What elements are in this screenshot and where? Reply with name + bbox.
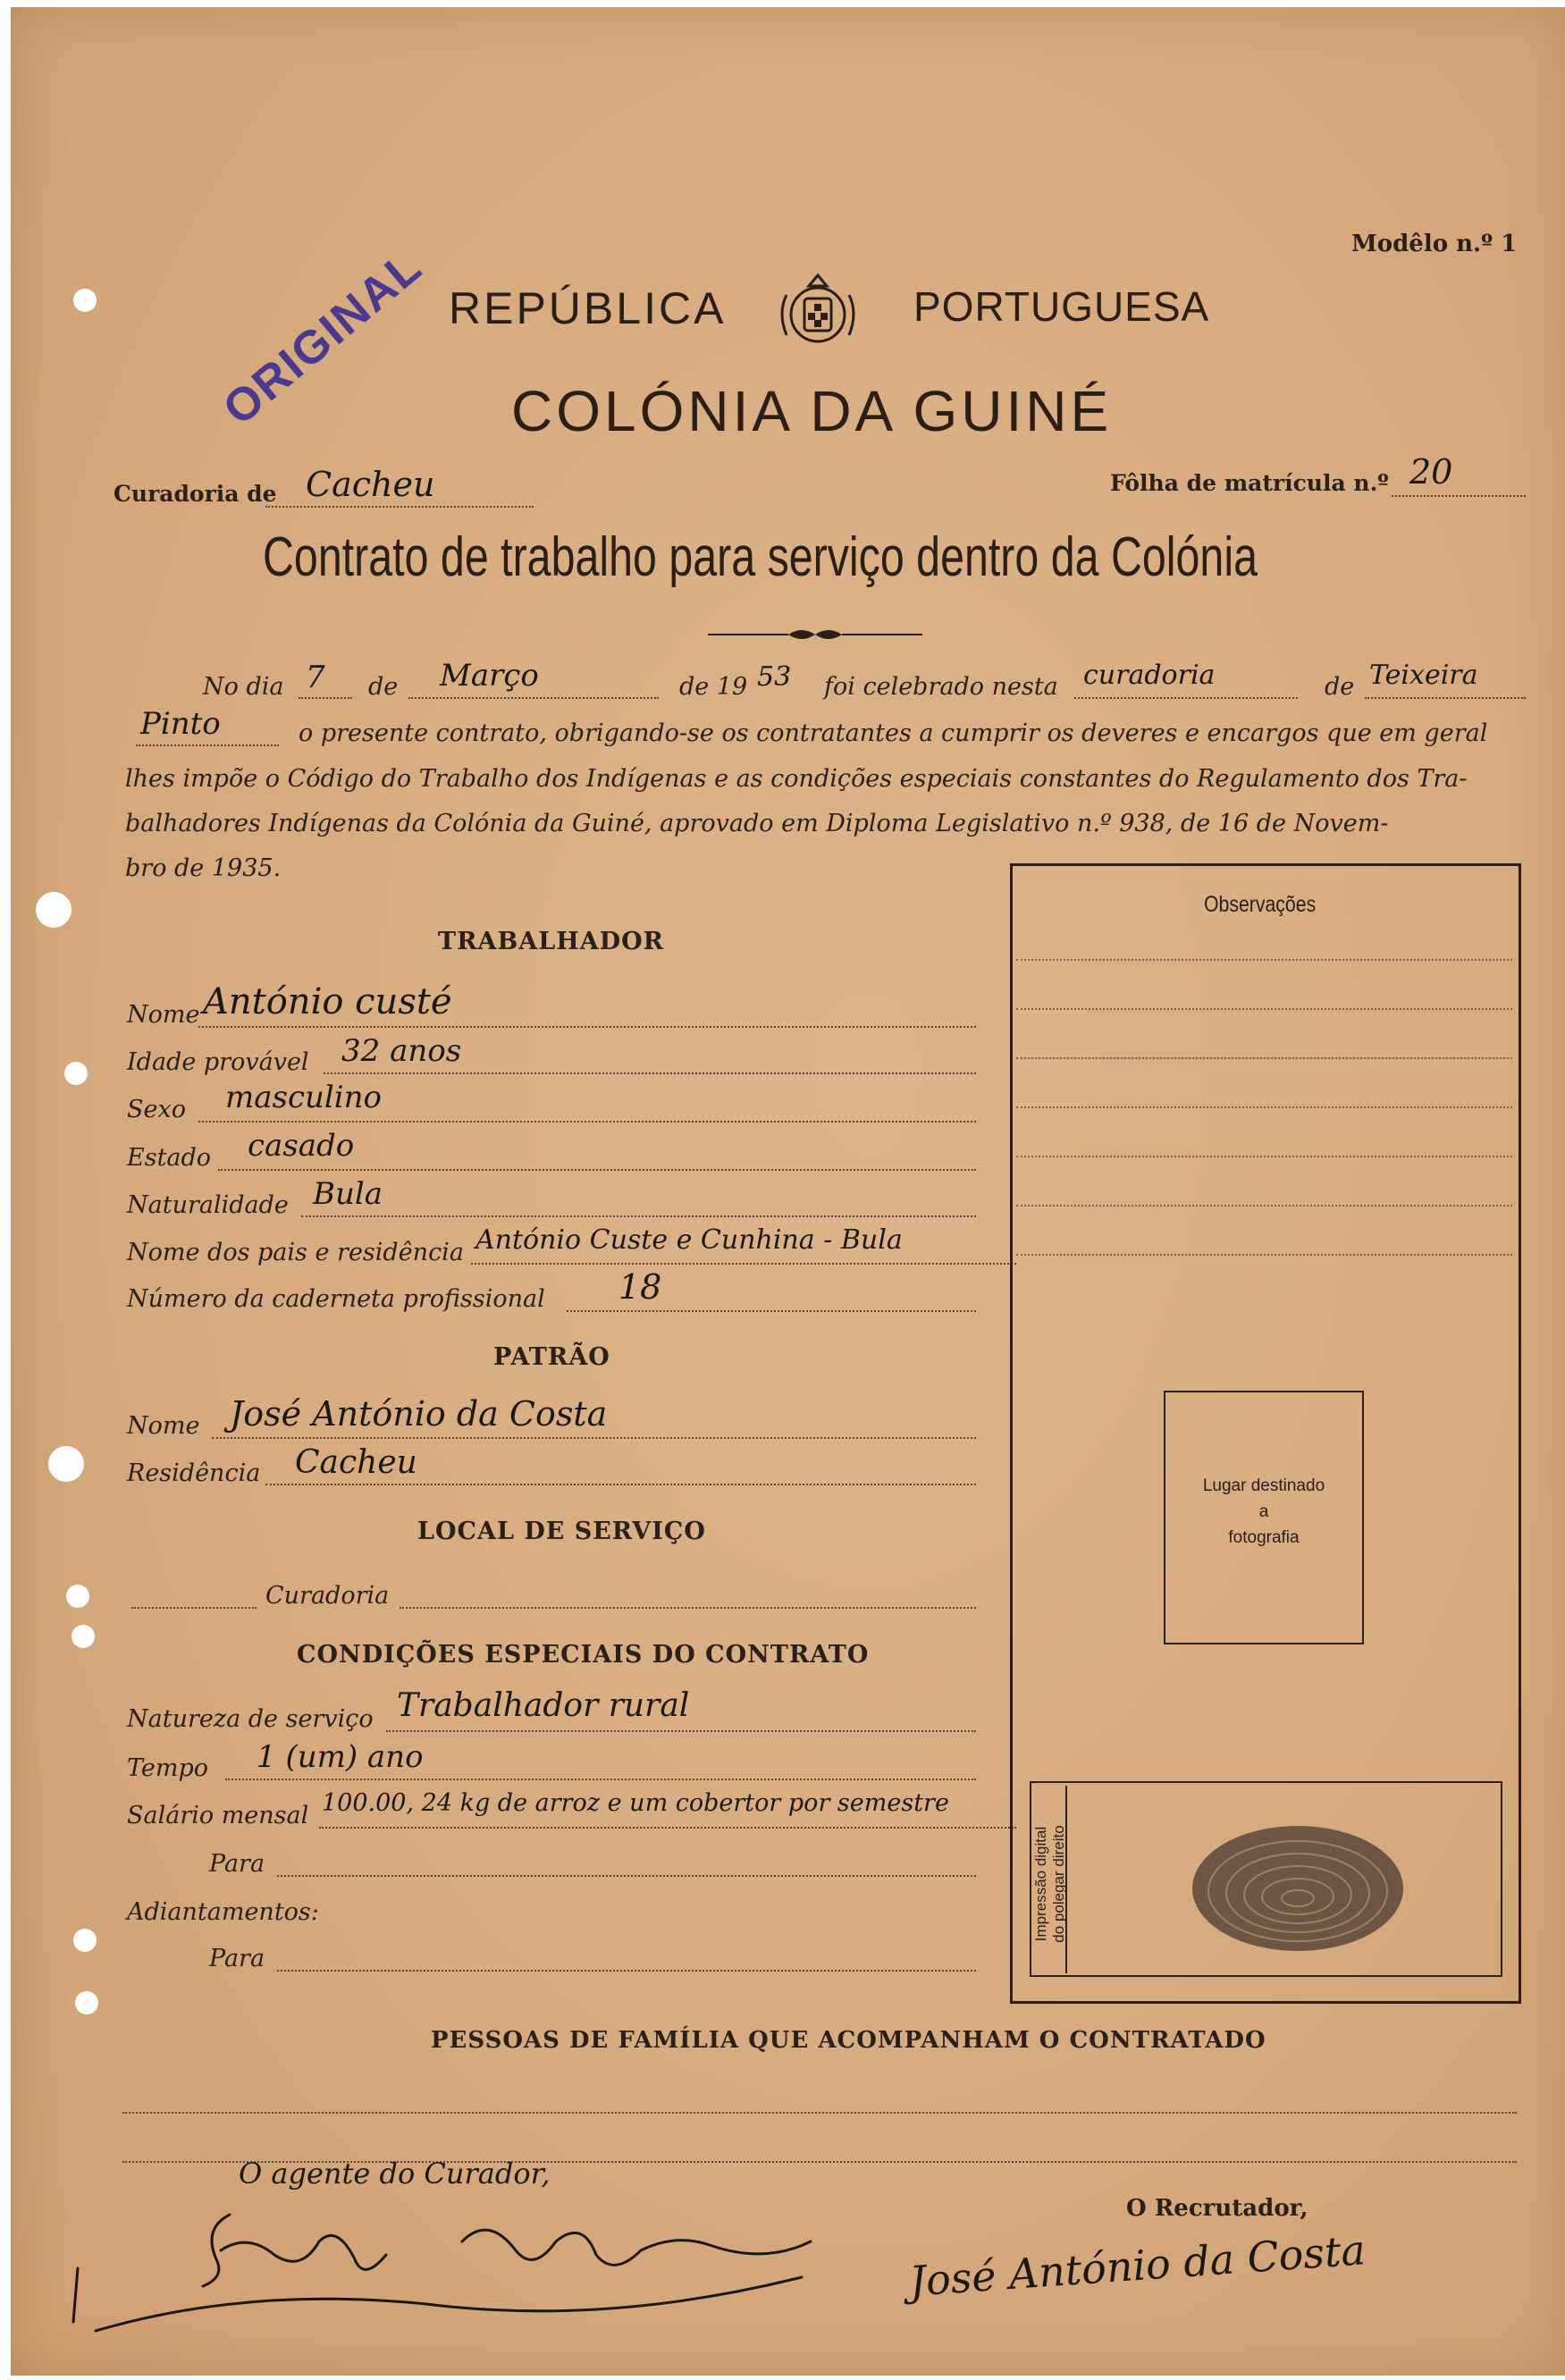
intro-line4: balhadores Indígenas da Colónia da Guiné, aprovado em Diploma Legislativo n.º 938, de 16 de Novem- [125, 810, 1389, 837]
dotted-line [400, 1607, 976, 1609]
fingerprint-caption-line: do polegar direito [1050, 1825, 1067, 1943]
photo-caption-line: a [1258, 1502, 1269, 1521]
punch-hole [75, 1991, 98, 2014]
trabalhador-naturalidade: Bula [313, 1176, 383, 1212]
folha-value: 20 [1409, 452, 1453, 492]
header-portuguesa: PORTUGUESA [913, 283, 1210, 330]
curadoria-value: Cacheu [306, 465, 435, 504]
trabalhador-nome: António custé [203, 981, 452, 1022]
dotted-line [218, 1169, 976, 1171]
punch-hole [36, 892, 72, 928]
model-label: Modêlo n.º 1 [1351, 231, 1518, 257]
observacoes-line [1016, 959, 1512, 961]
observacoes-line [1016, 1254, 1512, 1256]
intro-line2: o presente contrato, obrigando-se os contratantes a cumprir os deveres e encargos que em geral [299, 719, 1488, 747]
dotted-line [319, 1827, 1016, 1829]
dotted-line [225, 1779, 976, 1780]
patrao-nome-label: Nome [127, 1412, 200, 1440]
dotted-line [136, 744, 279, 746]
observacoes-line [1016, 1106, 1512, 1108]
punch-hole [72, 1625, 95, 1648]
nome-label: Nome [127, 1001, 200, 1029]
intro-day: 7 [306, 660, 325, 695]
naturalidade-label: Naturalidade [127, 1191, 289, 1219]
agente-note: O agente do Curador, [239, 2157, 551, 2191]
intro-de2: de [1325, 673, 1355, 701]
patrao-residencia: Cacheu [295, 1444, 417, 1481]
fingerprint-caption [1032, 1772, 1068, 1996]
observacoes-line [1016, 1156, 1512, 1157]
estado-label: Estado [127, 1144, 212, 1172]
adiantamentos-label: Adiantamentos: [127, 1898, 319, 1926]
observacoes-line [1016, 1057, 1512, 1059]
tempo-value: 1 (um) ano [257, 1739, 424, 1775]
intro-place2a: Teixeira [1369, 660, 1478, 691]
dotted-line [212, 1437, 976, 1439]
photo-caption [1164, 1473, 1364, 1551]
dotted-line [386, 1730, 976, 1732]
dotted-line [265, 1484, 976, 1485]
natureza-label: Natureza de serviço [127, 1705, 374, 1733]
caderneta-label: Número da caderneta profissional [127, 1285, 545, 1313]
punch-hole [66, 1585, 89, 1608]
patrao-nome: José António da Costa [230, 1394, 608, 1434]
dotted-line [324, 1072, 976, 1074]
intro-line5: bro de 1935. [125, 854, 282, 882]
dotted-line [471, 1263, 1016, 1265]
intro-de1: de [368, 673, 399, 701]
local-heading: LOCAL DE SERVIÇO [417, 1518, 706, 1545]
patrao-heading: PATRÃO [493, 1343, 610, 1371]
curator-signature [69, 2179, 829, 2340]
trabalhador-pais: António Custe e Cunhina - Bula [475, 1224, 903, 1256]
tempo-label: Tempo [127, 1754, 209, 1782]
coat-of-arms-icon [769, 268, 867, 357]
local-curadoria-label: Curadoria [265, 1582, 390, 1610]
dotted-line [198, 1121, 976, 1123]
dotted-line [301, 1215, 976, 1217]
observacoes-title: Observações [1204, 892, 1317, 917]
recrutador-label: O Recrutador, [1126, 2195, 1308, 2222]
trabalhador-caderneta: 18 [618, 1267, 662, 1307]
observacoes-line [1016, 1205, 1512, 1207]
pais-label: Nome dos pais e residência [127, 1239, 464, 1266]
sexo-label: Sexo [127, 1096, 186, 1123]
intro-foi: foi celebrado nesta [824, 673, 1058, 701]
fingerprint-caption-line: Impressão digital [1032, 1826, 1049, 1942]
intro-place2b: Pinto [140, 706, 221, 742]
dotted-line [299, 697, 352, 699]
idade-label: Idade provável [127, 1048, 309, 1076]
dotted-line [277, 1970, 976, 1972]
observacoes-line [1016, 1008, 1512, 1010]
condicoes-heading: CONDIÇÕES ESPECIAIS DO CONTRATO [297, 1641, 870, 1669]
dotted-line [198, 1026, 976, 1028]
ornament-divider [708, 624, 922, 645]
photo-caption-line: Lugar destinado [1202, 1476, 1325, 1495]
thumbprint-icon [1186, 1821, 1409, 1955]
dotted-line [277, 1875, 976, 1877]
curadoria-label: Curadoria de [114, 481, 277, 507]
intro-de-year: de 19 [679, 673, 748, 701]
punch-hole [73, 1929, 97, 1952]
photo-caption-line: fotografia [1228, 1528, 1300, 1547]
trabalhador-estado: casado [248, 1128, 355, 1164]
familia-heading: PESSOAS DE FAMÍLIA QUE ACOMPANHAM O CONTRATADO [431, 2027, 1266, 2054]
contract-title: Contrato de trabalho para serviço dentro da Colónia [263, 526, 1258, 588]
trabalhador-heading: TRABALHADOR [438, 928, 665, 955]
salario-value: 100.00, 24 kg de arroz e um cobertor por semestre [322, 1789, 949, 1817]
intro-line3: lhes impõe o Código do Trabalho dos Indígenas e as condições especiais constantes do Regulamento dos Tra- [125, 765, 1468, 793]
para2-label: Para [209, 1945, 265, 1972]
natureza-value: Trabalhador rural [397, 1687, 690, 1724]
residencia-label: Residência [127, 1459, 261, 1487]
dotted-line [1392, 495, 1526, 497]
intro-place: curadoria [1083, 660, 1216, 691]
punch-hole [48, 1446, 84, 1482]
salario-label: Salário mensal [127, 1802, 309, 1829]
trabalhador-sexo: masculino [225, 1080, 383, 1115]
dotted-line [1365, 697, 1526, 699]
colony-title: COLÓNIA DA GUINÉ [511, 379, 1113, 443]
dotted-line [567, 1310, 976, 1312]
header-republica: REPÚBLICA [449, 283, 727, 333]
dotted-line [408, 697, 659, 699]
intro-no-dia: No dia [203, 673, 284, 701]
contract-paper [11, 7, 1565, 2376]
punch-hole [73, 289, 97, 312]
intro-year: 53 [757, 661, 792, 693]
trabalhador-idade: 32 anos [341, 1033, 462, 1069]
folha-label: Fôlha de matrícula n.º [1110, 470, 1389, 496]
recrutador-signature: José António da Costa [907, 2225, 1367, 2306]
dotted-line [131, 1607, 257, 1609]
original-stamp: ORIGINAL [214, 240, 433, 436]
dotted-line [265, 506, 534, 508]
dotted-line [1074, 697, 1298, 699]
intro-month: Março [440, 658, 539, 694]
para1-label: Para [209, 1850, 265, 1878]
punch-hole [64, 1062, 88, 1085]
dotted-line [122, 2112, 1517, 2114]
